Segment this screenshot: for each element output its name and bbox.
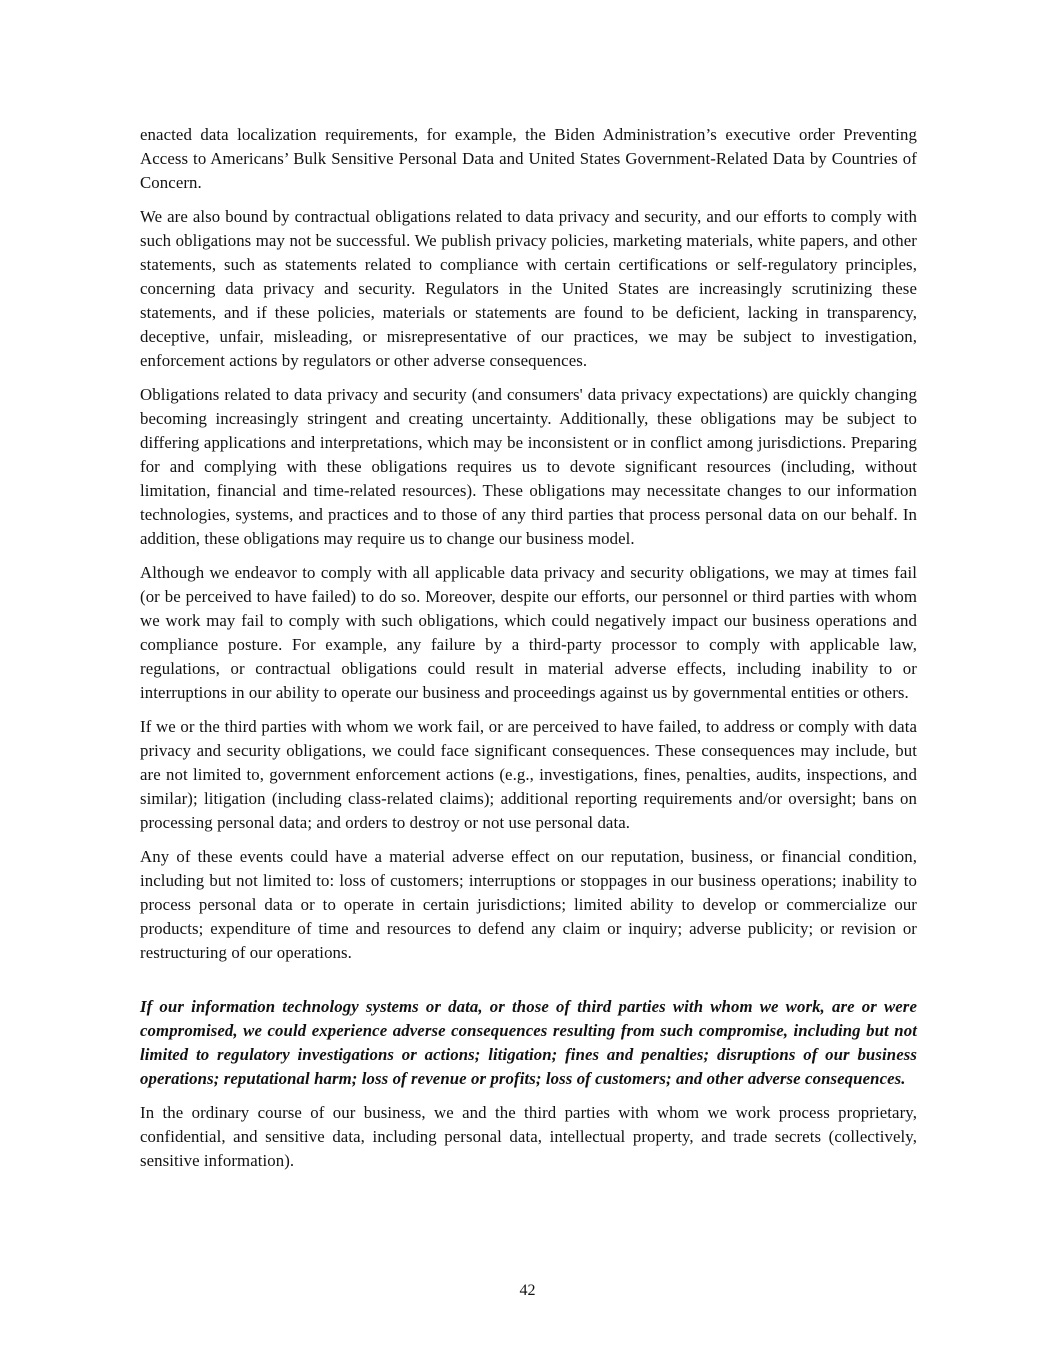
paragraph-continuation: enacted data localization requirements, for example, the Biden Administration’s executive order Preventing Access to Americans’ Bulk Sensitive Personal Data and United States Government-Related Data by Countries of Concern. — [140, 125, 917, 192]
paragraph: If we or the third parties with whom we work fail, or are perceived to have failed, to address or comply with data privacy and security obligations, we could face significant consequences. These consequences may include, but are not limited to, government enforcement actions (e.g., investigations, fines, penalties, audits, inspections, and similar); litigation (including class-related claims); additional reporting requirements and/or oversight; bans on processing personal data; and orders to destroy or not use personal data. — [140, 717, 917, 832]
paragraph: Obligations related to data privacy and security (and consumers' data privacy expectations) are quickly changing becoming increasingly stringent and creating uncertainty. Additionally, these obligations may be subject to differing applications and interpretations, which may be inconsistent or in conflict among jurisdictions. Preparing for and complying with these obligations requires us to devote significant resources (including, without limitation, financial and time-related resources). These obligations may necessitate changes to our information technologies, systems, and practices and to those of any third parties that process personal data on our behalf. In addition, these obligations may require us to change our business model. — [140, 385, 917, 548]
paragraph: Any of these events could have a material adverse effect on our reputation, business, or financial condition, including but not limited to: loss of customers; interruptions or stoppages in our business operations; inability to process personal data or to operate in certain jurisdictions; limited ability to develop or commercialize our products; expenditure of time and resources to defend any claim or inquiry; adverse publicity; or revision or restructuring of our operations. — [140, 847, 917, 962]
text-content — [140, 123, 917, 1183]
paragraph: In the ordinary course of our business, we and the third parties with whom we work process proprietary, confidential, and sensitive data, including personal data, intellectual property, and trade secrets (collectively, sensitive information). — [140, 1103, 917, 1170]
paragraph: Although we endeavor to comply with all applicable data privacy and security obligations, we may at times fail (or be perceived to have failed) to do so. Moreover, despite our efforts, our personnel or third parties with whom we work may fail to comply with such obligations, which could negatively impact our business operations and compliance posture. For example, any failure by a third-party processor to comply with applicable law, regulations, or contractual obligations could result in material adverse effects, including inability to or interruptions in our ability to operate our business and proceedings against us by governmental entities or others. — [140, 563, 917, 702]
page-number: 42 — [519, 1282, 536, 1299]
risk-factor-heading-paragraph: If our information technology systems or data, or those of third parties with whom we work, are or were compromised, we could experience adverse consequences resulting from such compromise, including but not limited to regulatory investigations or actions; litigation; fines and penalties; disruptions of our business operations; reputational harm; loss of revenue or profits; loss of customers; and other adverse consequences. — [140, 997, 917, 1088]
paragraph: We are also bound by contractual obligations related to data privacy and security, and our efforts to comply with such obligations may not be successful. We publish privacy policies, marketing materials, white papers, and other statements, such as statements related to compliance with certain certifications or self-regulatory principles, concerning data privacy and security. Regulators in the United States are increasingly scrutinizing these statements, and if these policies, materials or statements are found to be deficient, lacking in transparency, deceptive, unfair, misleading, or misrepresentative of our practices, we may be subject to investigation, enforcement actions by regulators or other adverse consequences. — [140, 207, 917, 370]
